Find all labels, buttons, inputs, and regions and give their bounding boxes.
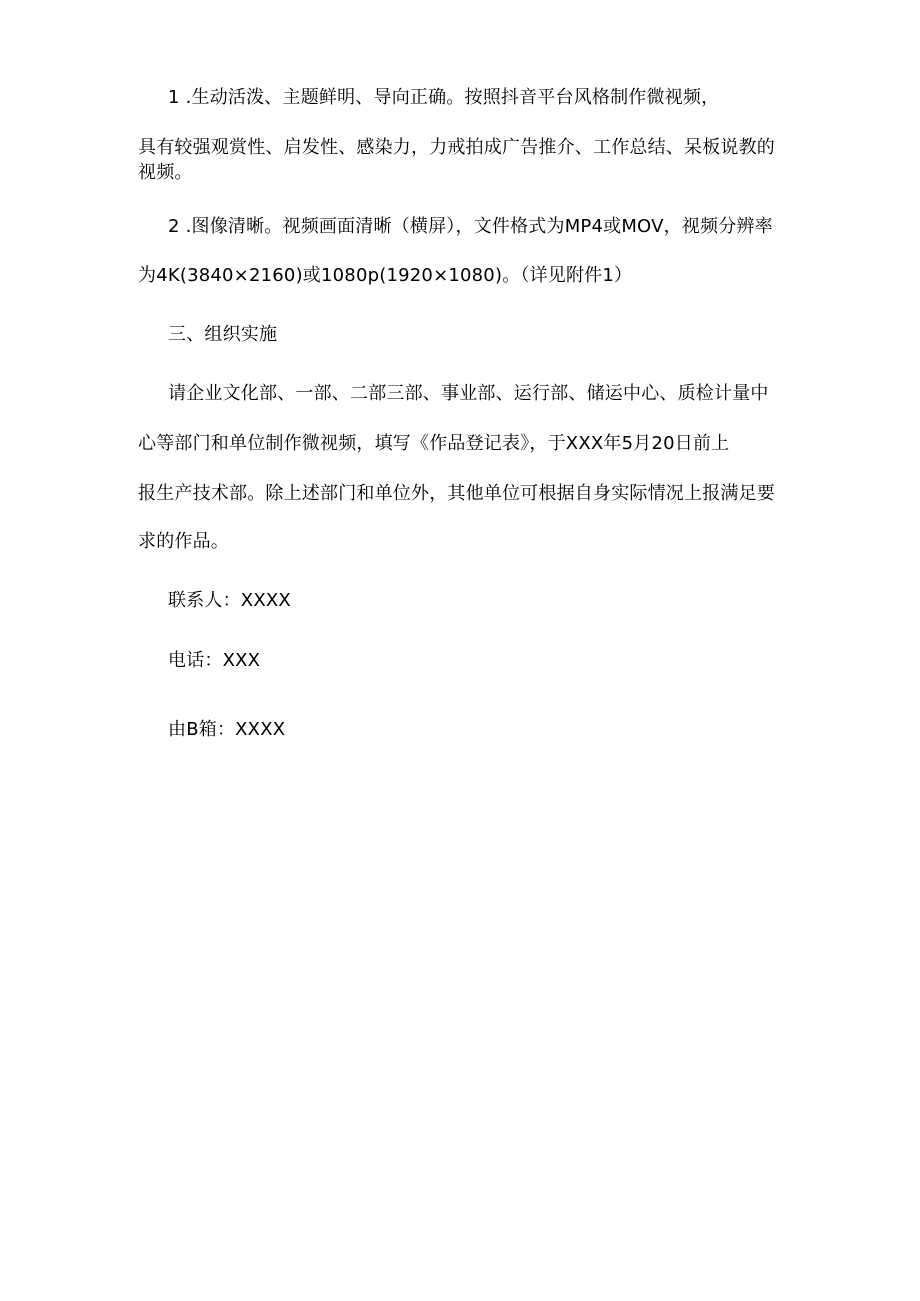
section3-para-line1: 请企业文化部、一部、二部三部、事业部、运行部、储运中心、质检计量中 — [168, 383, 769, 404]
item1-line3: 视频。 — [138, 162, 193, 183]
contact-phone: 电话：XXX — [168, 650, 261, 671]
section3-para-line4: 求的作品。 — [138, 531, 229, 552]
item2-line2: 为4K(3840×2160)或1080p(1920×1080)。（详见附件1） — [138, 265, 633, 286]
item1-line1: 1 .生动活泼、主题鲜明、导向正确。按照抖音平台风格制作微视频， — [168, 87, 720, 108]
contact-person: 联系人：XXXX — [168, 590, 291, 611]
section3-para-line3: 报生产技术部。除上述部门和单位外，其他单位可根据自身实际情况上报满足要 — [138, 483, 775, 504]
item2-line1: 2 .图像清晰。视频画面清晰（横屏），文件格式为MP4或MOV，视频分辨率 — [168, 216, 773, 237]
contact-email: 由B箱：XXXX — [168, 719, 286, 740]
section3-para-line2: 心等部门和单位制作微视频，填写《作品登记表》，于XXX年5月20日前上 — [138, 433, 730, 454]
section3-heading: 三、组织实施 — [168, 324, 278, 345]
item1-line2: 具有较强观赏性、启发性、感染力，力戒拍成广告推介、工作总结、呆板说教的 — [138, 137, 775, 158]
